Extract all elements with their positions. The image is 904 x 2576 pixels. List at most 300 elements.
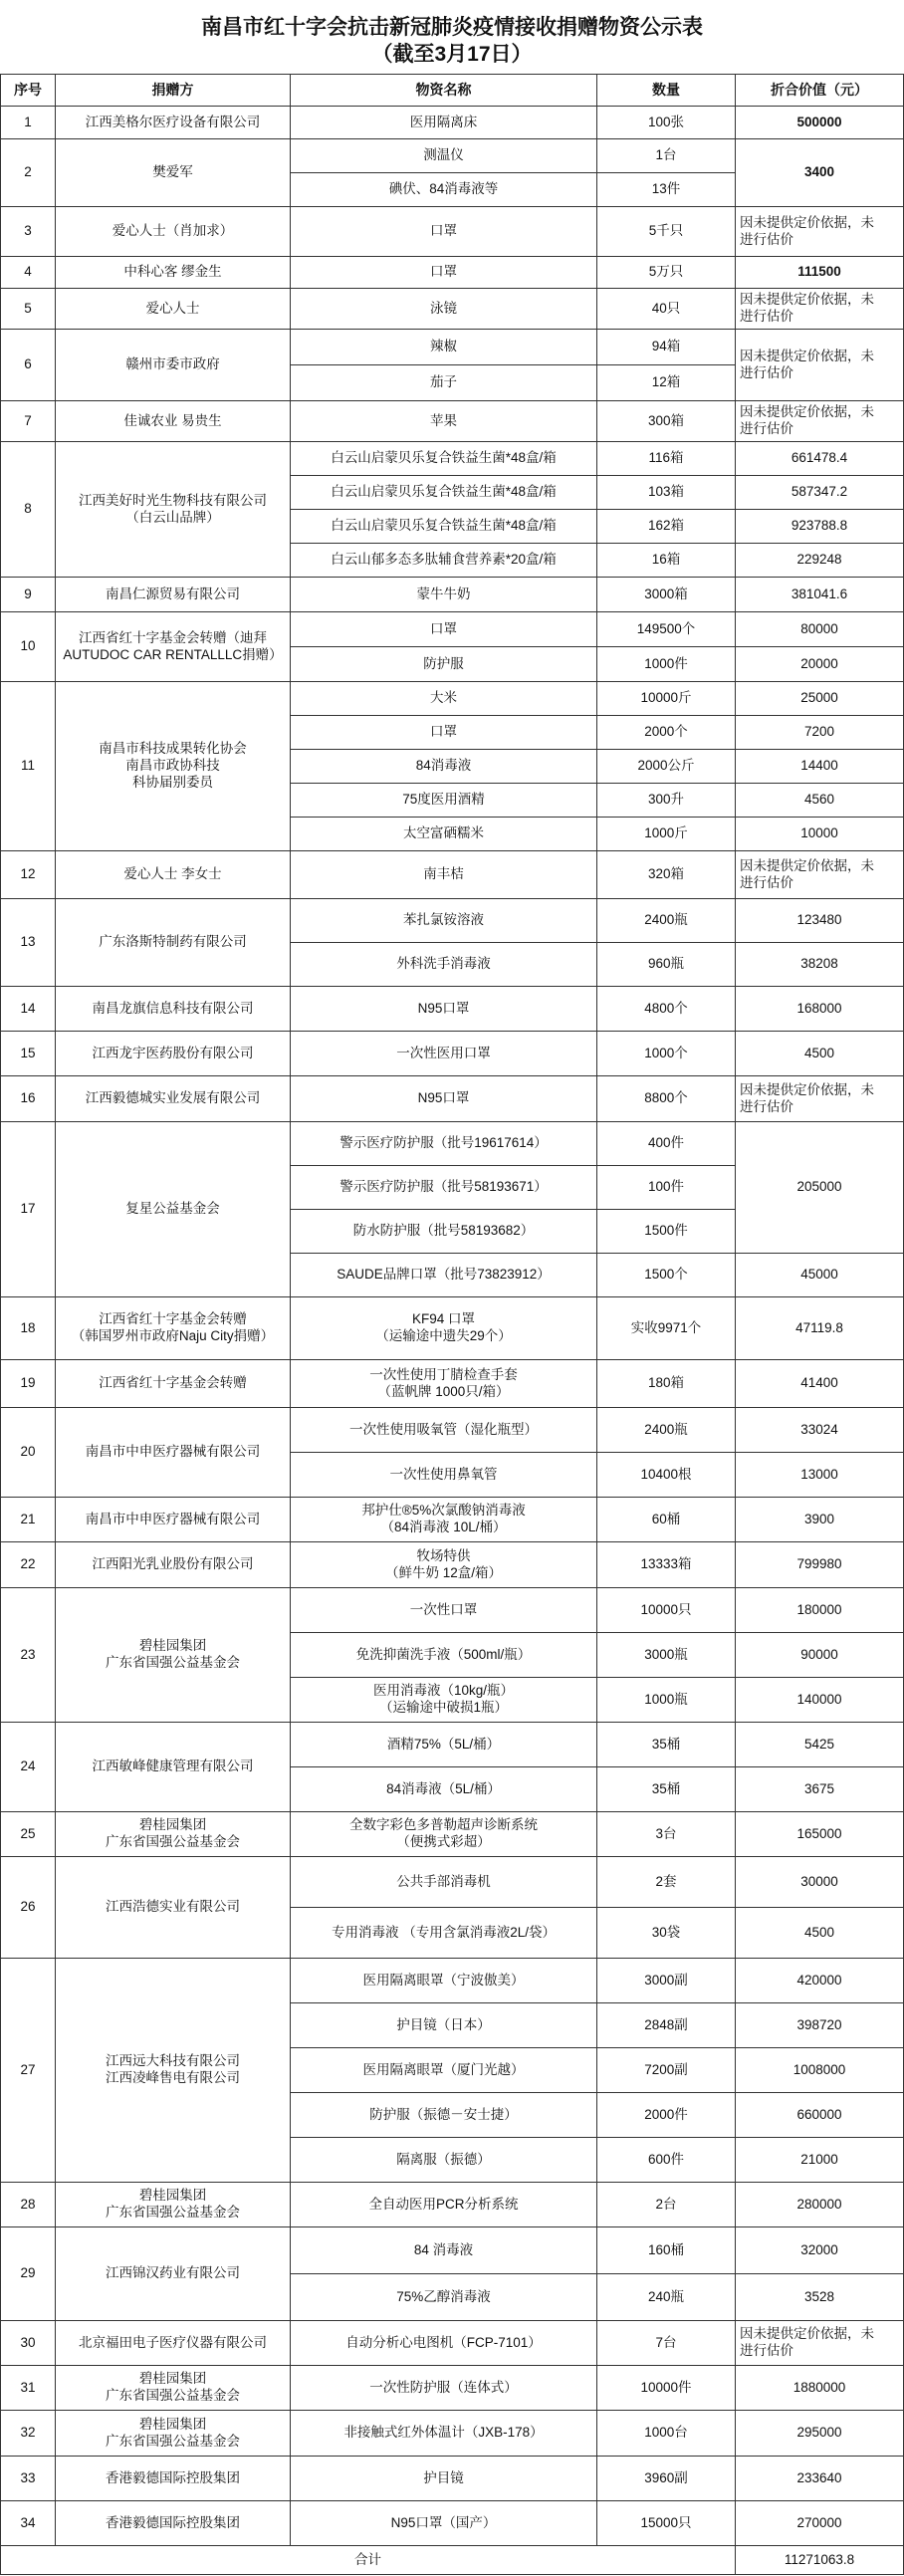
item-value-text: 因未提供定价依据，未进行估价 [740,857,874,890]
item-name [291,2366,596,2410]
item-value-text: 10000 [800,825,838,841]
item-name-text: 84消毒液 [415,758,472,774]
item-name-text: SAUDE品牌口罩（批号73823912） [337,1267,551,1283]
item-value-text: 799980 [796,1556,842,1572]
row-number [1,2501,55,2545]
item-name [291,139,596,172]
item-name [291,578,596,611]
item-value-text: 4560 [803,792,835,808]
donor-name-text: 南昌市中申医疗器械有限公司 [85,1511,261,1526]
item-name-text: 公共手部消毒机 [396,1873,491,1889]
item-name-text: 大米 [430,690,457,706]
item-value [736,1723,903,1766]
row-number [1,987,55,1031]
row-number [1,139,55,206]
donor-name-text: 江西浩德实业有限公司 [106,1899,240,1915]
item-quantity-text: 30袋 [651,1924,681,1940]
item-quantity-text: 10000件 [640,2379,692,2395]
column-header-text: 数量 [652,81,680,98]
item-quantity-text: 240瓶 [647,2288,685,2304]
item-value-text: 7200 [803,724,835,740]
item-value [736,289,903,329]
item-quantity [597,1633,735,1677]
row-number-text: 33 [20,2469,36,2485]
donor-name-text: 复星公益基金会 [125,1201,220,1217]
item-quantity [597,716,735,749]
item-quantity [597,2274,735,2320]
item-quantity [597,2321,735,2365]
item-name-text: 免洗抑菌洗手液（500ml/瓶） [355,1646,532,1662]
row-number-text: 20 [20,1444,36,1460]
item-name-text: 太空富硒糯米 [403,825,484,841]
item-quantity-text: 3台 [655,1825,677,1841]
item-value-text: 381041.6 [791,585,848,601]
row-number [1,2227,55,2320]
item-value [736,784,903,817]
item-name [291,510,596,543]
row-number [1,899,55,986]
donor-name-text: 北京福田电子医疗仪器有限公司 [79,2334,267,2350]
item-name [291,1542,596,1587]
item-value-text: 21000 [800,2151,838,2167]
item-name [291,943,596,986]
item-quantity [597,544,735,577]
donor-name [56,899,290,986]
item-name-text: N95口罩（国产） [390,2514,497,2530]
donor-name-text: 广东省国强公益基金会 [106,2388,240,2403]
row-number [1,1723,55,1811]
item-quantity-text: 1000台 [644,2425,688,2441]
donor-name-text: 江西敏峰健康管理有限公司 [92,1758,254,1774]
item-name-text: 牧场特供 [416,1547,471,1563]
donor-name-text: 江西阳光乳业股份有限公司 [92,1556,254,1572]
item-name-text: N95口罩 [417,1000,470,1016]
item-name-text: 84消毒液（5L/桶） [386,1780,501,1796]
item-value [736,2183,903,2226]
item-name-text: 医用隔离床 [409,114,478,129]
item-quantity-text: 1台 [655,147,677,163]
item-value [736,2411,903,2456]
item-quantity [597,2138,735,2182]
donor-name-text: 南昌仁源贸易有限公司 [106,585,240,601]
row-number-text: 28 [20,2196,36,2212]
page-title: 南昌市红十字会抗击新冠肺炎疫情接收捐赠物资公示表 [201,16,703,39]
item-value [736,2366,903,2410]
item-name-text: 医用隔离眼罩（厦门光越） [362,2061,525,2077]
donor-name-text: 江西美格尔医疗设备有限公司 [85,114,261,129]
item-quantity [597,1542,735,1587]
row-number [1,1812,55,1856]
donor-name-text: 爱心人士 李女士 [123,866,222,882]
donor-name [56,2411,290,2456]
column-header-text: 折合价值（元） [771,81,868,98]
item-name-text: 防护服 [423,655,464,671]
item-value-text: 13000 [800,1466,838,1482]
item-value-text: 233640 [796,2469,842,2485]
item-name-text: 全数字彩色多普勒超声诊断系统 [349,1817,538,1833]
item-name-text: 隔离服（振德） [396,2151,491,2167]
item-value [736,442,903,475]
row-number [1,612,55,681]
item-name-text: 75度医用酒精 [402,792,485,808]
item-name-text: （便携式彩超） [396,1834,491,1849]
item-quantity-text: 1500件 [644,1223,688,1239]
item-value-text: 270000 [796,2514,842,2530]
item-value-text: 因未提供定价依据，未进行估价 [740,348,874,380]
item-quantity [597,612,735,646]
item-name [291,1122,596,1165]
item-name-text: 辣椒 [430,339,457,354]
row-number [1,1076,55,1121]
donor-name [56,851,290,898]
item-name [291,2411,596,2456]
item-value [736,1122,903,1253]
item-name-text: N95口罩 [417,1090,470,1106]
item-quantity [597,510,735,543]
item-name [291,1588,596,1632]
item-name [291,2138,596,2182]
item-value-text: 20000 [800,655,838,671]
item-quantity [597,750,735,783]
item-name-text: （运输途中遗失29个） [375,1328,512,1343]
item-value [736,1453,903,1497]
item-name-text: 苯扎氯铵溶液 [403,912,484,928]
donor-name [56,1032,290,1075]
item-name [291,784,596,817]
item-value-text: 1880000 [792,2379,846,2395]
item-value [736,2227,903,2273]
item-name [291,987,596,1031]
item-quantity [597,784,735,817]
donor-name [56,2321,290,2365]
item-name-text: 一次性口罩 [409,1601,478,1617]
item-name [291,1678,596,1722]
donor-name-text: 江西毅德城实业发展有限公司 [85,1090,261,1106]
item-name-text: 护目镜 [423,2469,464,2485]
item-name [291,2048,596,2092]
item-name-text: 蒙牛牛奶 [416,585,471,601]
item-quantity-text: 1500个 [644,1267,688,1283]
item-name [291,257,596,288]
row-number-text: 19 [20,1375,36,1391]
item-quantity-text: 94箱 [651,339,681,354]
item-name-text: （蓝帆牌 1000只/箱） [377,1383,510,1399]
item-quantity [597,1122,735,1165]
item-value [736,943,903,986]
row-number [1,442,55,577]
row-number-text: 3 [24,223,32,239]
row-number-text: 25 [20,1825,36,1841]
item-name [291,107,596,138]
item-value-text: 因未提供定价依据，未进行估价 [740,2326,874,2358]
item-quantity [597,365,735,400]
item-value [736,647,903,681]
item-quantity-text: 5万只 [648,264,684,280]
item-quantity [597,1812,735,1856]
item-value [736,2003,903,2047]
row-number-text: 5 [24,300,32,316]
donor-name [56,1122,290,1296]
item-value-text: 3528 [803,2288,835,2304]
total-label [1,2546,735,2574]
item-name [291,1210,596,1253]
item-quantity [597,987,735,1031]
item-name-text: 专用消毒液 （专用含氯消毒液2L/袋） [331,1924,557,1940]
item-value-text: 1008000 [792,2061,846,2077]
item-value [736,1297,903,1359]
donor-name-text: 江西美好时光生物科技有限公司 [79,492,267,508]
donor-name-text: 江西凌峰售电有限公司 [106,2070,240,2085]
item-quantity [597,1297,735,1359]
row-number [1,1588,55,1722]
item-quantity [597,943,735,986]
donor-name-text: 广东洛斯特制药有限公司 [99,934,247,950]
item-value-text: 5425 [803,1736,835,1752]
item-name-text: 口罩 [430,264,457,280]
item-quantity [597,2411,735,2456]
item-name [291,2501,596,2545]
item-value-text: 4500 [803,1924,835,1940]
item-value [736,1767,903,1811]
item-name [291,716,596,749]
item-quantity [597,1723,735,1766]
item-quantity [597,476,735,509]
item-name [291,173,596,206]
row-number-text: 1 [24,114,32,129]
item-quantity-text: 2000个 [644,724,688,740]
item-value [736,716,903,749]
item-name [291,750,596,783]
item-value [736,1812,903,1856]
item-value-text: 923788.8 [791,518,848,534]
row-number [1,2411,55,2456]
column-header [291,75,596,106]
row-number-text: 16 [20,1090,36,1106]
donor-name-text: 江西龙宇医药股份有限公司 [92,1045,254,1060]
item-value-text: 500000 [796,114,842,129]
item-name-text: 医用消毒液（10kg/瓶） [372,1683,515,1699]
item-quantity-text: 162箱 [647,518,685,534]
item-name [291,1723,596,1766]
item-value [736,1032,903,1075]
row-number [1,257,55,288]
item-name-text: 84 消毒液 [413,2241,474,2257]
item-quantity-text: 103箱 [647,484,685,500]
item-quantity-text: 13333箱 [640,1556,692,1572]
item-quantity-text: 960瓶 [647,956,685,972]
donor-name [56,1588,290,1722]
item-quantity [597,2093,735,2137]
item-name [291,1498,596,1541]
donor-name [56,987,290,1031]
item-value-text: 180000 [796,1601,842,1617]
donor-name [56,1408,290,1497]
item-quantity [597,1678,735,1722]
item-name-text: 白云山启蒙贝乐复合铁益生菌*48盒/箱 [331,450,557,466]
item-value-text: 111500 [797,264,841,280]
item-name-text: 苹果 [430,412,457,428]
item-name [291,899,596,942]
donor-name [56,401,290,441]
row-number [1,682,55,850]
title-block [0,0,904,74]
item-value-text: 30000 [800,1873,838,1889]
item-name [291,1076,596,1121]
item-name-text: 75%乙醇消毒液 [396,2288,491,2304]
row-number-text: 17 [20,1201,36,1217]
row-number [1,207,55,256]
item-quantity-text: 2848副 [644,2016,688,2032]
item-name [291,682,596,715]
item-name-text: 一次性防护服（连体式） [369,2379,518,2395]
row-number-text: 13 [20,934,36,950]
row-number-text: 32 [20,2425,36,2441]
item-quantity [597,647,735,681]
item-quantity-text: 2000公斤 [637,758,695,774]
item-value-text: 45000 [800,1267,838,1283]
donor-name-text: 南昌龙旗信息科技有限公司 [92,1000,254,1016]
item-value [736,1588,903,1632]
item-name [291,544,596,577]
item-quantity [597,2501,735,2545]
item-name [291,476,596,509]
item-name [291,851,596,898]
row-number-text: 4 [24,264,32,280]
row-number [1,2183,55,2226]
item-value-text: 3675 [803,1780,835,1796]
item-name [291,442,596,475]
donor-name [56,1857,290,1958]
item-name [291,365,596,400]
column-header-text: 捐赠方 [151,81,194,98]
item-name-text: 外科洗手消毒液 [396,956,491,972]
item-value-text: 因未提供定价依据，未进行估价 [740,404,874,436]
donor-name-text: 碧桂园集团 [138,2371,207,2387]
item-value [736,207,903,256]
item-name [291,647,596,681]
item-value [736,682,903,715]
donor-name-text: 碧桂园集团 [138,1638,207,1654]
donation-table [0,74,904,2575]
item-value-text: 205000 [796,1179,842,1195]
item-value-text: 123480 [796,912,842,928]
item-name [291,1166,596,1209]
item-quantity-text: 116箱 [648,450,684,466]
donor-name-text: 碧桂园集团 [138,2188,207,2204]
row-number [1,289,55,329]
item-value [736,1408,903,1452]
item-name-text: 测温仪 [423,147,464,163]
row-number [1,2366,55,2410]
donor-name-text: 香港毅德国际控股集团 [106,2469,240,2485]
row-number-text: 6 [24,356,32,372]
item-quantity [597,578,735,611]
donor-name-text: 科协届别委员 [132,774,213,790]
donor-name [56,207,290,256]
item-quantity-text: 15000只 [640,2514,692,2530]
row-number [1,1408,55,1497]
item-name [291,401,596,441]
item-value [736,2138,903,2182]
item-value-text: 90000 [800,1646,838,1662]
item-value [736,257,903,288]
donor-name-text: 广东省国强公益基金会 [106,2433,240,2449]
item-name [291,2093,596,2137]
item-value-text: 14400 [800,758,838,774]
item-value-text: 229248 [796,552,842,568]
item-value [736,851,903,898]
page-subtitle: （截至3月17日） [371,43,533,66]
item-quantity-text: 10000只 [640,1601,692,1617]
donor-name-text: 中科心客 缪金生 [123,264,222,280]
item-name [291,2227,596,2273]
donor-name [56,2501,290,2545]
item-name [291,612,596,646]
item-quantity-text: 5千只 [648,223,684,239]
item-quantity [597,442,735,475]
item-quantity-text: 7200副 [644,2061,688,2077]
item-value [736,750,903,783]
item-quantity [597,107,735,138]
row-number [1,1857,55,1958]
row-number-text: 21 [20,1511,36,1526]
item-name-text: 一次性使用鼻氧管 [389,1466,498,1482]
item-quantity [597,2457,735,2500]
row-number [1,1959,55,2182]
item-quantity [597,1959,735,2002]
item-value-text: 33024 [800,1421,838,1437]
item-name [291,1908,596,1958]
item-quantity-text: 100件 [647,1179,685,1195]
item-quantity [597,2227,735,2273]
item-name-text: 口罩 [430,223,457,239]
item-quantity-text: 实收9971个 [630,1319,702,1335]
item-quantity [597,1076,735,1121]
item-name [291,1254,596,1296]
item-name-text: 茄子 [430,374,457,390]
item-quantity-text: 1000瓶 [644,1691,688,1707]
item-value [736,544,903,577]
item-name [291,289,596,329]
item-value-text: 3900 [803,1511,835,1526]
item-quantity-text: 2000件 [644,2106,688,2122]
item-name-text: 酒精75%（5L/桶） [386,1736,501,1752]
donor-name-text: 碧桂园集团 [138,1817,207,1833]
row-number-text: 27 [20,2061,36,2077]
item-value-text: 168000 [796,1000,842,1016]
row-number [1,1122,55,1296]
donor-name-text: 江西省红十字基金会转赠（迪拜 [79,629,267,645]
item-name [291,1297,596,1359]
row-number-text: 9 [24,585,32,601]
item-quantity-text: 12箱 [651,374,681,390]
donor-name [56,1542,290,1587]
item-quantity [597,1166,735,1209]
item-name-text: 口罩 [430,724,457,740]
item-name-text: 碘伏、84消毒液等 [388,181,499,197]
item-name-text: 全自动医用PCR分析系统 [368,2196,519,2212]
item-value-text: 661478.4 [791,450,848,466]
item-value-text: 47119.8 [795,1319,843,1335]
item-name [291,1408,596,1452]
total-value [736,2546,903,2574]
item-name [291,818,596,850]
item-name [291,1032,596,1075]
donor-name [56,1297,290,1359]
donor-name-text: 江西远大科技有限公司 [106,2053,240,2069]
donor-name-text: 南昌市科技成果转化协会 [99,741,247,757]
item-quantity-text: 3000副 [644,1972,688,1988]
